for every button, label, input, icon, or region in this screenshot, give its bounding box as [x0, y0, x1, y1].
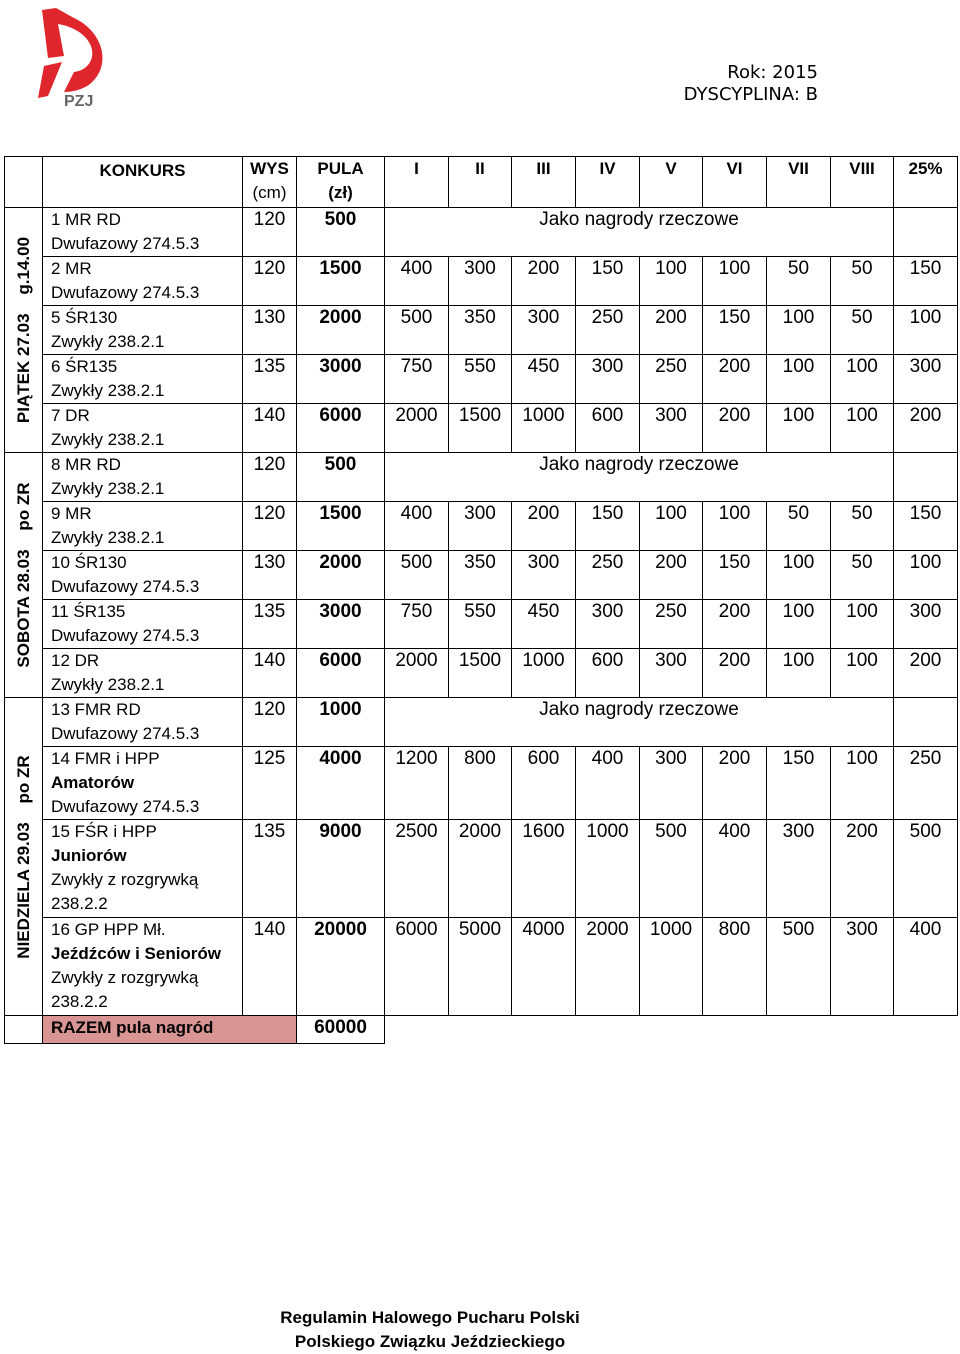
purse-cell: 500 [297, 208, 385, 257]
table-row [5, 698, 958, 747]
competition-table [4, 156, 958, 1044]
height-cell: 120 [243, 502, 297, 551]
table-row [5, 355, 958, 404]
prize-cell: 550 [449, 355, 512, 404]
competition-title-2: Amatorów [51, 773, 135, 792]
day-label-cell [5, 453, 43, 698]
competition-name [43, 698, 243, 747]
prize-cell: 250 [640, 355, 703, 404]
prize-cell: 200 [831, 820, 894, 918]
prize-cell: 300 [640, 404, 703, 453]
prize-cell: 2000 [385, 404, 449, 453]
competition-title: 9 MR [51, 504, 92, 523]
competition-rule: Dwufazowy 274.5.3 [51, 797, 200, 816]
prize-cell: 50 [831, 306, 894, 355]
prize-cell: 1200 [385, 747, 449, 820]
height-cell: 120 [243, 257, 297, 306]
corner-cell [5, 157, 43, 208]
prize-cell: 300 [831, 918, 894, 1016]
prize-cell: 50 [767, 502, 831, 551]
height-cell: 135 [243, 820, 297, 918]
competition-rule: Dwufazowy 274.5.3 [51, 626, 200, 645]
total-value: 60000 [297, 1016, 385, 1044]
prize-cell [894, 208, 958, 257]
prize-cell: 100 [703, 502, 767, 551]
prize-cell: 50 [831, 502, 894, 551]
prize-cell: 300 [512, 551, 576, 600]
place-header: IV [576, 157, 640, 208]
prize-cell: 400 [703, 820, 767, 918]
competition-rule: Dwufazowy 274.5.3 [51, 724, 200, 743]
document-header [684, 62, 818, 106]
prize-cell: 800 [703, 918, 767, 1016]
competition-title: 10 ŚR130 [51, 553, 127, 572]
height-cell: 130 [243, 551, 297, 600]
prize-cell: 100 [831, 649, 894, 698]
competition-name [43, 306, 243, 355]
prize-cell: 100 [703, 257, 767, 306]
prize-cell: 100 [767, 551, 831, 600]
prize-cell: 1600 [512, 820, 576, 918]
table-row [5, 453, 958, 502]
place-header: 25% [894, 157, 958, 208]
prize-cell: 100 [894, 306, 958, 355]
prize-cell: 4000 [512, 918, 576, 1016]
prize-cell: 150 [576, 502, 640, 551]
prize-cell: 600 [512, 747, 576, 820]
competition-name [43, 453, 243, 502]
place-header: I [385, 157, 449, 208]
prize-cell: 500 [894, 820, 958, 918]
prize-cell: 200 [703, 747, 767, 820]
prize-cell: 200 [703, 404, 767, 453]
competition-rule: Dwufazowy 274.5.3 [51, 283, 200, 302]
prize-cell: 300 [640, 649, 703, 698]
place-header: VIII [831, 157, 894, 208]
purse-cell: 500 [297, 453, 385, 502]
prize-cell: 100 [767, 649, 831, 698]
prize-cell: 1500 [449, 404, 512, 453]
purse-cell: 1000 [297, 698, 385, 747]
table-row [5, 820, 958, 918]
prize-cell: 100 [767, 600, 831, 649]
prize-cell: 100 [831, 747, 894, 820]
purse-cell: 2000 [297, 306, 385, 355]
purse-cell: 4000 [297, 747, 385, 820]
prize-cell: 150 [576, 257, 640, 306]
competition-rule: Zwykły 238.2.1 [51, 675, 165, 694]
svg-text:PZJ: PZJ [64, 93, 94, 110]
wys-header-line1: WYS [250, 159, 289, 178]
prize-cell: 200 [640, 306, 703, 355]
prize-cell: 200 [640, 551, 703, 600]
competition-name [43, 918, 243, 1016]
purse-cell: 1500 [297, 257, 385, 306]
prize-cell: 200 [512, 502, 576, 551]
prize-cell: 750 [385, 355, 449, 404]
prize-cell: 300 [449, 502, 512, 551]
purse-cell: 2000 [297, 551, 385, 600]
table-row [5, 257, 958, 306]
purse-cell: 20000 [297, 918, 385, 1016]
prize-cell: 300 [894, 355, 958, 404]
competition-title: 2 MR [51, 259, 92, 278]
height-cell: 130 [243, 306, 297, 355]
height-cell: 120 [243, 208, 297, 257]
table-row [5, 208, 958, 257]
table-row [5, 747, 958, 820]
day-label-cell [5, 208, 43, 453]
prize-merged-cell: Jako nagrody rzeczowe [385, 453, 894, 502]
competition-title: 7 DR [51, 406, 90, 425]
prize-cell: 250 [576, 306, 640, 355]
discipline-label: DYSCYPLINA: B [683, 84, 818, 105]
prize-cell: 300 [894, 600, 958, 649]
total-row [5, 1016, 958, 1044]
prize-cell: 300 [576, 600, 640, 649]
competition-rule: Zwykły 238.2.1 [51, 479, 165, 498]
prize-cell: 1000 [512, 404, 576, 453]
konkurs-header-label: KONKURS [99, 161, 186, 180]
prize-cell: 250 [640, 600, 703, 649]
competition-rule: Zwykły 238.2.1 [51, 381, 165, 400]
konkurs-header [43, 157, 243, 208]
prize-cell: 200 [512, 257, 576, 306]
competition-rule: Dwufazowy 274.5.3 [51, 234, 200, 253]
prize-cell: 750 [385, 600, 449, 649]
prize-cell: 100 [894, 551, 958, 600]
day-label: NIEDZIELA 29.03 po ZR [13, 754, 33, 959]
prize-cell: 2000 [449, 820, 512, 918]
table-row [5, 600, 958, 649]
prize-cell: 100 [767, 355, 831, 404]
prize-cell: 400 [385, 257, 449, 306]
footer-line-1: Regulamin Halowego Pucharu Polski [280, 1308, 580, 1327]
prize-cell: 50 [831, 551, 894, 600]
prize-cell: 300 [640, 747, 703, 820]
prize-cell: 600 [576, 649, 640, 698]
prize-cell: 100 [831, 355, 894, 404]
table-row [5, 404, 958, 453]
day-label: PIĄTEK 27.03 g.14.00 [13, 236, 33, 424]
prize-cell: 150 [894, 502, 958, 551]
pzj-logo [34, 6, 118, 110]
table-row [5, 649, 958, 698]
prize-cell: 200 [894, 404, 958, 453]
prize-cell: 200 [894, 649, 958, 698]
prize-cell: 200 [703, 649, 767, 698]
height-cell: 135 [243, 600, 297, 649]
prize-cell: 100 [831, 404, 894, 453]
footer-line-2: Polskiego Związku Jeździeckiego [294, 1332, 566, 1351]
purse-cell: 3000 [297, 355, 385, 404]
competition-rule: Zwykły 238.2.1 [51, 332, 165, 351]
competition-rule-2: 238.2.2 [51, 992, 108, 1011]
prize-cell: 1000 [512, 649, 576, 698]
total-spacer [5, 1016, 43, 1044]
competition-title: 8 MR RD [51, 455, 121, 474]
purse-cell: 3000 [297, 600, 385, 649]
pula-header-line1: PULA [317, 159, 364, 178]
prize-cell: 6000 [385, 918, 449, 1016]
prize-cell: 400 [894, 918, 958, 1016]
purse-cell: 6000 [297, 649, 385, 698]
total-label: RAZEM pula nagród [43, 1016, 297, 1044]
competition-name [43, 600, 243, 649]
competition-name [43, 257, 243, 306]
height-cell: 125 [243, 747, 297, 820]
prize-cell: 550 [449, 600, 512, 649]
prize-cell: 2000 [385, 649, 449, 698]
prize-cell: 2500 [385, 820, 449, 918]
prize-cell: 150 [767, 747, 831, 820]
competition-title: 6 ŚR135 [51, 357, 118, 376]
table-row [5, 306, 958, 355]
prize-cell: 150 [894, 257, 958, 306]
competition-name [43, 649, 243, 698]
wys-header-line2: (cm) [252, 183, 287, 202]
prize-cell: 400 [385, 502, 449, 551]
prize-cell: 50 [767, 257, 831, 306]
prize-cell: 500 [385, 551, 449, 600]
competition-rule: Zwykły 238.2.1 [51, 430, 165, 449]
prize-cell: 350 [449, 306, 512, 355]
prize-cell: 500 [640, 820, 703, 918]
prize-cell: 50 [831, 257, 894, 306]
competition-name [43, 747, 243, 820]
prize-cell: 200 [703, 355, 767, 404]
prize-cell: 600 [576, 404, 640, 453]
competition-rule-2: 238.2.2 [51, 894, 108, 913]
height-cell: 140 [243, 649, 297, 698]
prize-cell: 1000 [640, 918, 703, 1016]
place-header: VI [703, 157, 767, 208]
prize-cell: 2000 [576, 918, 640, 1016]
competition-rule: Zwykły 238.2.1 [51, 528, 165, 547]
prize-cell: 100 [767, 306, 831, 355]
prize-cell [894, 698, 958, 747]
competition-title: 5 ŚR130 [51, 308, 118, 327]
prize-cell: 450 [512, 600, 576, 649]
prize-cell [894, 453, 958, 502]
prize-cell: 200 [703, 600, 767, 649]
prize-cell: 500 [385, 306, 449, 355]
height-cell: 120 [243, 453, 297, 502]
competition-rule: Dwufazowy 274.5.3 [51, 577, 200, 596]
competition-title: 14 FMR i HPP [51, 749, 160, 768]
competition-name [43, 551, 243, 600]
prize-cell: 300 [512, 306, 576, 355]
prize-cell: 150 [703, 306, 767, 355]
purse-cell: 6000 [297, 404, 385, 453]
competition-title: 11 ŚR135 [51, 602, 126, 621]
prize-cell: 400 [576, 747, 640, 820]
height-cell: 140 [243, 404, 297, 453]
place-header: VII [767, 157, 831, 208]
prize-cell: 800 [449, 747, 512, 820]
prize-merged-cell: Jako nagrody rzeczowe [385, 698, 894, 747]
competition-title: 13 FMR RD [51, 700, 141, 719]
total-blank [385, 1016, 958, 1044]
competition-rule: Zwykły z rozgrywką [51, 968, 199, 987]
prize-cell: 500 [767, 918, 831, 1016]
pula-header [297, 157, 385, 208]
prize-cell: 450 [512, 355, 576, 404]
prize-cell: 350 [449, 551, 512, 600]
competition-name [43, 502, 243, 551]
prize-cell: 300 [767, 820, 831, 918]
purse-cell: 1500 [297, 502, 385, 551]
place-header: II [449, 157, 512, 208]
prize-cell: 100 [640, 502, 703, 551]
competition-title-2: Jeźdźców i Seniorów [51, 944, 222, 963]
day-label-cell [5, 698, 43, 1016]
competition-name [43, 404, 243, 453]
competition-name [43, 208, 243, 257]
place-header: V [640, 157, 703, 208]
year-label: Rok: 2015 [727, 62, 818, 83]
wys-header [243, 157, 297, 208]
prize-cell: 100 [831, 600, 894, 649]
pula-header-line2: (zł) [328, 183, 353, 202]
prize-cell: 250 [894, 747, 958, 820]
prize-cell: 1000 [576, 820, 640, 918]
table-row [5, 502, 958, 551]
competition-title: 1 MR RD [51, 210, 121, 229]
height-cell: 140 [243, 918, 297, 1016]
prize-cell: 250 [576, 551, 640, 600]
competition-name [43, 820, 243, 918]
competition-title: 12 DR [51, 651, 100, 670]
footer [0, 1306, 860, 1354]
competition-title: 16 GP HPP Mł. [51, 920, 166, 939]
height-cell: 120 [243, 698, 297, 747]
prize-cell: 1500 [449, 649, 512, 698]
table-row [5, 918, 958, 1016]
place-header: III [512, 157, 576, 208]
purse-cell: 9000 [297, 820, 385, 918]
prize-cell: 5000 [449, 918, 512, 1016]
prize-cell: 300 [449, 257, 512, 306]
day-label: SOBOTA 28.03 po ZR [13, 482, 33, 668]
prize-merged-cell: Jako nagrody rzeczowe [385, 208, 894, 257]
competition-title-2: Juniorów [51, 846, 127, 865]
table-header-row [5, 157, 958, 208]
competition-name [43, 355, 243, 404]
height-cell: 135 [243, 355, 297, 404]
prize-cell: 100 [640, 257, 703, 306]
prize-cell: 150 [703, 551, 767, 600]
table-row [5, 551, 958, 600]
competition-title: 15 FŚR i HPP [51, 822, 157, 841]
prize-cell: 100 [767, 404, 831, 453]
prize-cell: 300 [576, 355, 640, 404]
competition-rule: Zwykły z rozgrywką [51, 870, 199, 889]
